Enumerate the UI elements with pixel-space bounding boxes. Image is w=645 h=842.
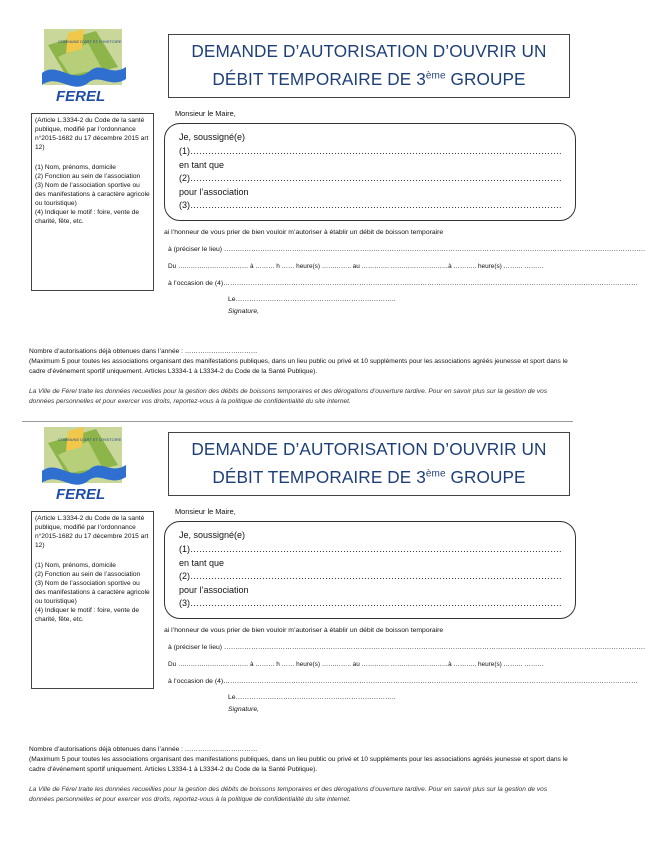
occasion-field[interactable]: à l’occasion de (4)………………………………………………………………………………………………………………………………………………………………… [168,280,638,287]
note-3: (3) Nom de l’association sportive ou des manifestations à caractère agricole ou touristique) [35,182,150,207]
ferel-logo [38,425,128,503]
association-field[interactable]: (3)……………………………………………………………………………………………………………. [179,598,562,608]
note-4: (4) Indiquer le motif : foire, vente de charité, fête, etc. [35,209,140,225]
applicant-box [164,123,576,221]
logo-tagline: COMMUNE D'ART ET D'HISTOIRE [58,437,122,442]
title-line-2: DÉBIT TEMPORAIRE DE 3ème GROUPE [212,467,526,487]
logo-text: FEREL [56,88,106,105]
date-signed-field[interactable]: Le…………………………………………………………….. [228,694,396,701]
legal-reference: (Article L.3334-2 du Code de la santé publique, modifié par l’ordonnance n°2015-1682 du 17 décembre 2015 art 12) [35,117,149,151]
note-1: (1) Nom, prénoms, domicile [35,164,116,171]
authorization-form-bottom [0,398,645,819]
role-field[interactable]: (2)……………………………………………………………………………………………………………. [179,173,562,183]
association-label: pour l’association [179,187,249,197]
applicant-box [164,521,576,619]
role-label: en tant que [179,160,225,170]
dates-field[interactable]: Du …………………………… à ……… h …… heure(s) ………….. au …………. ………………………à ……….. heure(s) ……… ……… [168,263,544,270]
salutation: Monsieur le Maire, [175,507,236,516]
signature-label: Signature, [228,308,259,315]
note-1: (1) Nom, prénoms, domicile [35,562,116,569]
title-line-1: DEMANDE D’AUTORISATION D’OUVRIR UN [191,439,547,459]
occasion-field[interactable]: à l’occasion de (4)………………………………………………………………………………………………………………………………………………………………… [168,678,638,685]
legal-reference: (Article L.3334-2 du Code de la santé publique, modifié par l’ordonnance n°2015-1682 du 17 décembre 2015 art 12) [35,515,149,549]
note-4: (4) Indiquer le motif : foire, vente de charité, fête, etc. [35,607,140,623]
title-line-2: DÉBIT TEMPORAIRE DE 3ème GROUPE [212,69,526,89]
role-field[interactable]: (2)……………………………………………………………………………………………………………. [179,571,562,581]
legal-notes-box [31,511,154,689]
association-field[interactable]: (3)……………………………………………………………………………………………………………. [179,200,562,210]
date-signed-field[interactable]: Le…………………………………………………………….. [228,296,396,303]
logo-text: FEREL [56,486,106,503]
maximum-notice: (Maximum 5 pour toutes les associations organisant des manifestations publiques, dans un lieu public ou privé et 10 suppléments pour les associations agréés jeunesse et sport dans le cadre d’événement sportif uniquement. Articles L3334-1 à L3334-2 du Code de la Santé Publique). [29,756,568,773]
role-label: en tant que [179,558,225,568]
soussigne-label: Je, soussigné(e) [179,132,246,142]
location-field[interactable]: à (préciser le lieu) …………………………………………………………………………………………………………………………………………………………………… [168,246,645,253]
name-field[interactable]: (1)……………………………………………………………………………………………………………. [179,544,562,554]
title-box [168,34,570,98]
note-2: (2) Fonction au sein de l’association [35,571,141,578]
title-box [168,432,570,496]
note-2: (2) Fonction au sein de l’association [35,173,141,180]
prior-authorizations-count: Nombre d’autorisations déjà obtenues dans l’année : …………………………… [29,746,258,753]
dates-field[interactable]: Du …………………………… à ……… h …… heure(s) ………….. au …………. ………………………à ……….. heure(s) ……… ……… [168,661,544,668]
soussigne-label: Je, soussigné(e) [179,530,246,540]
association-label: pour l’association [179,585,249,595]
request-text: ai l’honneur de vous prier de bien vouloir m’autoriser à établir un débit de boisson temporaire [164,229,444,236]
maximum-notice: (Maximum 5 pour toutes les associations organisant des manifestations publiques, dans un lieu public ou privé et 10 suppléments pour les associations agréés jeunesse et sport dans le cadre d’événement sportif uniquement. Articles L3334-1 à L3334-2 du Code de la Santé Publique). [29,358,568,375]
ferel-logo [38,27,128,105]
privacy-notice: La Ville de Férel traite les données recueillies pour la gestion des débits de boissons temporaires et des dérogations d’ouverture tardive. Pour en savoir plus sur la gestion de vos données personnelles et pour exercer vos droits, reportez-vous à la politique de confidentialité du site internet. [29,388,548,405]
signature-label: Signature, [228,706,259,713]
privacy-notice: La Ville de Férel traite les données recueillies pour la gestion des débits de boissons temporaires et des dérogations d’ouverture tardive. Pour en savoir plus sur la gestion de vos données personnelles et pour exercer vos droits, reportez-vous à la politique de confidentialité du site internet. [29,786,548,803]
prior-authorizations-count: Nombre d’autorisations déjà obtenues dans l’année : …………………………… [29,348,258,355]
title-line-1: DEMANDE D’AUTORISATION D’OUVRIR UN [191,41,547,61]
salutation: Monsieur le Maire, [175,109,236,118]
name-field[interactable]: (1)……………………………………………………………………………………………………………. [179,146,562,156]
logo-tagline: COMMUNE D'ART ET D'HISTOIRE [58,39,122,44]
legal-notes-box [31,113,154,291]
note-3: (3) Nom de l’association sportive ou des manifestations à caractère agricole ou touristique) [35,580,150,605]
location-field[interactable]: à (préciser le lieu) …………………………………………………………………………………………………………………………………………………………………… [168,644,645,651]
request-text: ai l’honneur de vous prier de bien vouloir m’autoriser à établir un débit de boisson temporaire [164,627,444,634]
